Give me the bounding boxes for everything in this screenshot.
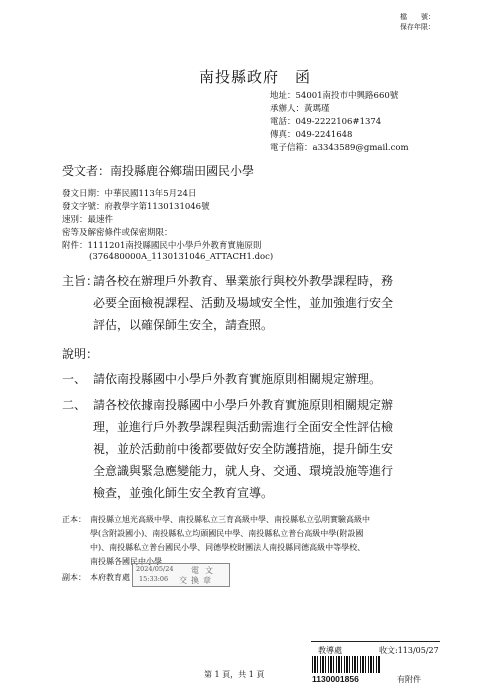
barcode-number: 1130001856: [312, 674, 359, 684]
subject-label: 主旨：: [62, 274, 99, 288]
item-marker: 一、: [62, 372, 87, 386]
attachment-filename: (376480000A_1130131046_ATTACH1.doc): [89, 252, 274, 262]
document-title: 南投縣政府 函: [199, 68, 312, 86]
speed-class: 速別：最速件: [62, 215, 114, 225]
page-number: 第 1 頁，共 1 頁: [204, 670, 265, 679]
explanation-item-1: 請依南投縣國中小學戶外教育實施原則相關規定辦理。: [93, 372, 382, 386]
barcode: [312, 656, 380, 673]
explanation-item-2-line: 請各校依據南投縣國中小學戶外教育實施原則相關規定辦: [93, 398, 394, 412]
explanation-label: 說明：: [62, 347, 99, 361]
explanation-item-2-line: 檢查，並強化師生安全教育宣導。: [93, 486, 274, 500]
received-date: 收文:113/05/27: [379, 646, 439, 655]
item-marker: 二、: [62, 398, 87, 412]
subject-line: 必要全面檢視課程、活動及場域安全性，並加強進行安全: [93, 296, 394, 310]
subject-line: 評估，以確保師生安全，請查照。: [93, 318, 274, 332]
explanation-item-2-line: 視，並於活動前中後都要做好安全防護措施，提升師生安: [93, 442, 394, 456]
file-number-label: 檔 號：: [400, 13, 435, 21]
receipt-divider: [311, 641, 440, 642]
cc-main-line: 學(含附設國小)、南投縣私立均頭國民中學、南投縣私立普台高級中學(附設國: [90, 529, 364, 538]
cc-main-line: 中)、南投縣私立普台國民小學、同德學校財團法人南投縣同德高級中等學校、: [90, 543, 366, 552]
stamp-time: 15:33:06: [139, 575, 169, 583]
cc-copy-label: 副本：: [62, 573, 86, 582]
attachment: 附件：1111201南投縣國民中小學戶外教育實施原則: [62, 241, 262, 251]
retention-period-label: 保存年限：: [400, 23, 435, 31]
receiving-department: 教導處: [318, 646, 342, 655]
stamp-date: 2024/05/24: [136, 565, 174, 573]
cc-main-line: 南投縣各國民中小學: [90, 557, 162, 566]
exchange-stamp: [132, 563, 230, 587]
handler: 承辦人：黃瑪瑾: [270, 104, 330, 114]
document-number: 發文字號：府教學字第1130131046號: [62, 202, 210, 212]
email: 電子信箱：a3343589@gmail.com: [270, 143, 409, 153]
secrecy-level: 密等及解密條件或保密期限：: [62, 228, 173, 238]
cc-main-line: 南投縣立旭光高級中學、南投縣私立三育高級中學、南投縣私立弘明實驗高級中: [90, 515, 370, 524]
issue-date: 發文日期：中華民國113年5月24日: [62, 189, 197, 199]
subject-line: 請各校在辦理戶外教育、畢業旅行與校外教學課程時，務: [93, 274, 394, 288]
phone: 電話：049-2222106#1374: [270, 117, 382, 127]
stamp-line2: 交換章: [179, 576, 215, 585]
cc-copy-text: 本府教育處: [90, 573, 130, 582]
explanation-item-2-line: 全意識與緊急應變能力，就人身、交通、環境設施等進行: [93, 464, 394, 478]
fax: 傳真：049-2241648: [270, 130, 353, 140]
stamp-line1: 電文: [191, 566, 219, 575]
attachment-note: 有附件: [397, 675, 421, 684]
explanation-item-2-line: 理，並進行戶外教學課程與活動需進行全面安全性評估檢: [93, 420, 394, 434]
address: 地址：54001南投市中興路660號: [270, 91, 399, 101]
cc-main-label: 正本：: [62, 515, 86, 524]
recipient: 受文者：南投縣鹿谷鄉瑞田國民小學: [62, 164, 255, 178]
